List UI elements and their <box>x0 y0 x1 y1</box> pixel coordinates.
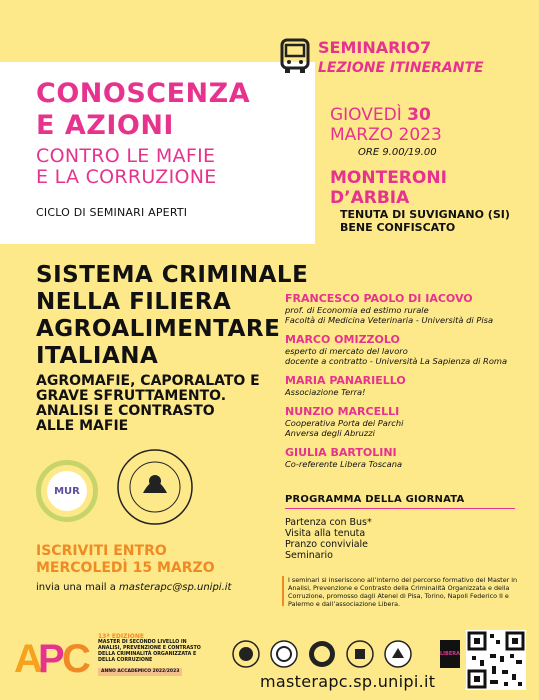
subheading: CONTRO LE MAFIE E LA CORRUZIONE <box>36 145 217 188</box>
seminar-number: SEMINARIO7 <box>318 38 432 57</box>
university-seal-icon <box>116 448 194 526</box>
divider <box>285 508 515 509</box>
seal-icon <box>308 640 336 668</box>
seminar-type: LEZIONE ITINERANTE <box>318 60 484 76</box>
speaker-item: MARIA PANARIELLO Associazione Terra! <box>285 374 406 397</box>
program-note: I seminari si inseriscono all’interno del percorso formativo del Master in Analisi, Prevenzione e Contrasto della Criminalità Organizzata e della Corruzione, promosso dagli Atenei di Pisa, Torino, Napoli Federico II e Palermo e dall’associazione Libera. <box>288 576 518 608</box>
apc-logo <box>14 632 92 682</box>
seal-icon <box>232 640 260 668</box>
svg-text:A: A <box>14 637 43 681</box>
bus-icon <box>280 38 310 74</box>
svg-text:P: P <box>38 637 65 681</box>
website-link[interactable]: masterapc.sp.unipi.it <box>260 672 436 691</box>
program-list: Partenza con Bus* Visita alla tenuta Pranzo conviviale Seminario <box>285 517 372 561</box>
libera-logo: LIBERA <box>440 640 460 668</box>
seminar-subtitle: AGROMAFIE, CAPORALATO E GRAVE SFRUTTAMENTO. ANALISI E CONTRASTO ALLE MAFIE <box>36 373 260 434</box>
event-venue: TENUTA DI SUVIGNANO (SI) BENE CONFISCATO <box>340 208 510 234</box>
speaker-list <box>285 292 525 477</box>
note-divider <box>282 576 284 606</box>
event-place: MONTERONI D’ARBIA <box>330 168 447 208</box>
speaker-item: MARCO OMIZZOLO esperto di mercato del lavoro docente a contratto - Università La Sapienza di Roma <box>285 333 508 366</box>
svg-text:C: C <box>62 637 91 681</box>
email-link[interactable]: masterapc@sp.unipi.it <box>119 582 232 593</box>
event-hours: ORE 9.00/19.00 <box>358 147 437 158</box>
speaker-item: GIULIA BARTOLINI Co-referente Libera Toscana <box>285 446 403 469</box>
event-day: GIOVEDÌ 30 <box>330 105 431 125</box>
qr-code-icon <box>466 630 526 690</box>
master-description: 13ª EDIZIONE MASTER DI SECONDO LIVELLO IN ANALISI, PREVENZIONE E CONTRASTO DELLA CRIMINALITÀ ORGANIZZATA E DELLA CORRUZIONE ANNO ACCADEMICO 2022/2023 <box>98 633 201 674</box>
cycle-label: CICLO DI SEMINARI APERTI <box>36 206 188 219</box>
main-heading: CONOSCENZA E AZIONI <box>36 78 251 141</box>
mur-logo: MUR <box>36 460 98 522</box>
seal-icon <box>384 640 412 668</box>
seal-icon <box>270 640 298 668</box>
seminar-title: SISTEMA CRIMINALE NELLA FILIERA AGROALIMENTARE ITALIANA <box>36 262 309 369</box>
seal-icon <box>346 640 374 668</box>
speaker-item: FRANCESCO PAOLO DI IACOVO prof. di Economia ed estimo rurale Facoltà di Medicina Veterinaria - Università di Pisa <box>285 292 494 325</box>
speaker-item: NUNZIO MARCELLI Cooperativa Porta dei Parchi Anversa degli Abruzzi <box>285 405 404 438</box>
program-box: PROGRAMMA DELLA GIORNATA Partenza con Bus* Visita alla tenuta Pranzo conviviale Seminario <box>285 494 515 561</box>
enroll-mail: invia una mail a masterapc@sp.unipi.it <box>36 582 232 593</box>
enroll-deadline: ISCRIVITI ENTRO MERCOLEDÌ 15 MARZO <box>36 543 215 576</box>
event-month: MARZO 2023 <box>330 125 442 145</box>
